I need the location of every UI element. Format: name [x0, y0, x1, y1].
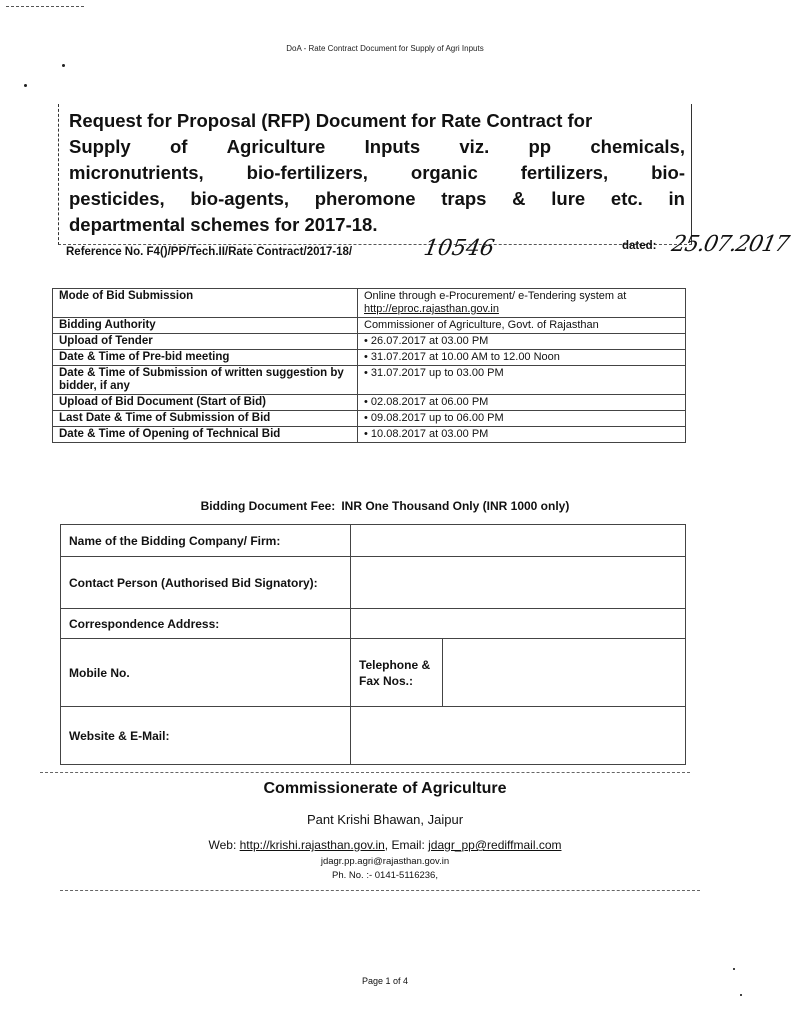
schedule-item-value — [358, 350, 686, 366]
reference-number-label: Reference No. F4()/PP/Tech.II/Rate Contract/2017-18/ — [66, 246, 353, 258]
schedule-value-text: • 26.07.2017 at 03.00 PM — [364, 335, 488, 347]
title-word: pp — [528, 136, 552, 157]
schedule-row — [53, 427, 686, 443]
title-line — [69, 162, 685, 184]
office-address: Pant Krishi Bhawan, Jaipur — [306, 812, 464, 827]
schedule-item-label: Upload of Bid Document (Start of Bid) — [53, 395, 358, 411]
divider — [40, 772, 690, 773]
title-line — [69, 136, 685, 158]
scan-speck — [24, 84, 27, 87]
schedule-item-label: Upload of Tender — [53, 334, 358, 350]
email-label: , Email: — [384, 838, 429, 852]
scan-speck — [62, 64, 65, 67]
schedule-item-value — [358, 411, 686, 427]
office-phone: Ph. No. :- 0141-5116236, — [332, 870, 438, 881]
mobile-label: Mobile No. — [61, 639, 351, 707]
schedule-row — [53, 366, 686, 395]
email-link-primary[interactable]: jdagr_pp@rediffmail.com — [428, 838, 562, 852]
title-word: bio- — [651, 162, 685, 183]
office-name: Commissionerate of Agriculture — [263, 780, 507, 797]
title-word: of — [169, 136, 188, 157]
website-link[interactable]: http://krishi.rajasthan.gov.in — [239, 838, 385, 852]
schedule-item-value — [358, 318, 686, 334]
website-email-field[interactable] — [351, 707, 686, 765]
scan-speck — [740, 994, 742, 996]
title-word: in — [668, 188, 685, 209]
telephone-fax-field[interactable] — [443, 639, 686, 707]
handwritten-date: 25.07.2017 — [669, 232, 791, 257]
schedule-item-value — [358, 289, 686, 318]
eproc-link[interactable]: http://eproc.rajasthan.gov.in — [364, 303, 499, 315]
schedule-item-value — [358, 366, 686, 395]
running-header: DoA - Rate Contract Document for Supply of Agri Inputs — [286, 44, 484, 53]
schedule-item-label: Bidding Authority — [53, 318, 358, 334]
title-line — [69, 214, 685, 236]
page-number: Page 1 of 4 — [361, 976, 409, 986]
divider — [60, 890, 700, 891]
contact-person-field[interactable] — [351, 557, 686, 609]
title-word: Inputs — [364, 136, 421, 157]
schedule-value-text: • 02.08.2017 at 06.00 PM — [364, 396, 488, 408]
bidding-fee — [0, 499, 770, 513]
title-word: micronutrients, — [69, 162, 204, 183]
title-word: bio-agents, — [190, 188, 290, 209]
schedule-item-value — [358, 334, 686, 350]
title-word: viz. — [459, 136, 490, 157]
scan-mark — [6, 6, 84, 7]
schedule-row — [53, 411, 686, 427]
title-word: Request for Proposal (RFP) Document for Rate Contract for — [69, 110, 593, 131]
schedule-item-value — [358, 395, 686, 411]
schedule-value-text: • 31.07.2017 at 10.00 AM to 12.00 Noon — [364, 351, 560, 363]
schedule-item-label: Date & Time of Pre-bid meeting — [53, 350, 358, 366]
email-link-secondary[interactable]: jdagr.pp.agri@rajasthan.gov.in — [320, 856, 450, 867]
schedule-value-text: Commissioner of Agriculture, Govt. of Rajasthan — [364, 319, 599, 331]
schedule-row — [53, 334, 686, 350]
schedule-item-value — [358, 427, 686, 443]
dated-label: dated: — [622, 240, 657, 252]
schedule-value-text: • 31.07.2017 up to 03.00 PM — [364, 367, 504, 379]
title-line — [69, 188, 685, 210]
document-title — [58, 104, 692, 245]
contact-person-label: Contact Person (Authorised Bid Signatory): — [61, 557, 351, 609]
schedule-value-text: • 09.08.2017 up to 06.00 PM — [364, 412, 504, 424]
fee-value: INR One Thousand Only (INR 1000 only) — [341, 499, 570, 513]
title-line — [69, 110, 685, 132]
schedule-item-label: Date & Time of Submission of written suggestion by bidder, if any — [53, 366, 358, 395]
company-name-label: Name of the Bidding Company/ Firm: — [61, 525, 351, 557]
schedule-item-label: Last Date & Time of Submission of Bid — [53, 411, 358, 427]
schedule-row — [53, 318, 686, 334]
bidder-details-form — [60, 524, 686, 765]
title-word: etc. — [610, 188, 643, 209]
scan-speck — [733, 968, 735, 970]
schedule-row — [53, 395, 686, 411]
company-name-field[interactable] — [351, 525, 686, 557]
title-word: traps — [441, 188, 487, 209]
web-label: Web: — [208, 838, 240, 852]
schedule-item-label: Date & Time of Opening of Technical Bid — [53, 427, 358, 443]
title-word: lure — [551, 188, 586, 209]
schedule-row — [53, 350, 686, 366]
fee-label: Bidding Document Fee: — [200, 499, 336, 513]
title-word: pheromone — [314, 188, 416, 209]
schedule-value-text: Online through e-Procurement/ e-Tendering system at — [364, 290, 627, 302]
schedule-value-text: • 10.08.2017 at 03.00 PM — [364, 428, 488, 440]
title-word: organic — [410, 162, 478, 183]
schedule-item-label: Mode of Bid Submission — [53, 289, 358, 318]
title-word: & — [512, 188, 526, 209]
title-word: departmental schemes for 2017-18. — [69, 214, 378, 235]
correspondence-address-label: Correspondence Address: — [61, 609, 351, 639]
title-word: Agriculture — [226, 136, 326, 157]
title-word: fertilizers, — [520, 162, 609, 183]
office-contact-line — [0, 838, 770, 852]
title-word: pesticides, — [69, 188, 165, 209]
bid-schedule-table — [52, 288, 686, 443]
title-word: Supply — [69, 136, 131, 157]
website-email-label: Website & E-Mail: — [61, 707, 351, 765]
telephone-fax-label: Telephone & Fax Nos.: — [351, 639, 443, 707]
handwritten-reference-number: 10546 — [421, 236, 497, 261]
title-word: bio-fertilizers, — [246, 162, 368, 183]
schedule-row — [53, 289, 686, 318]
correspondence-address-field[interactable] — [351, 609, 686, 639]
title-word: chemicals, — [590, 136, 685, 157]
